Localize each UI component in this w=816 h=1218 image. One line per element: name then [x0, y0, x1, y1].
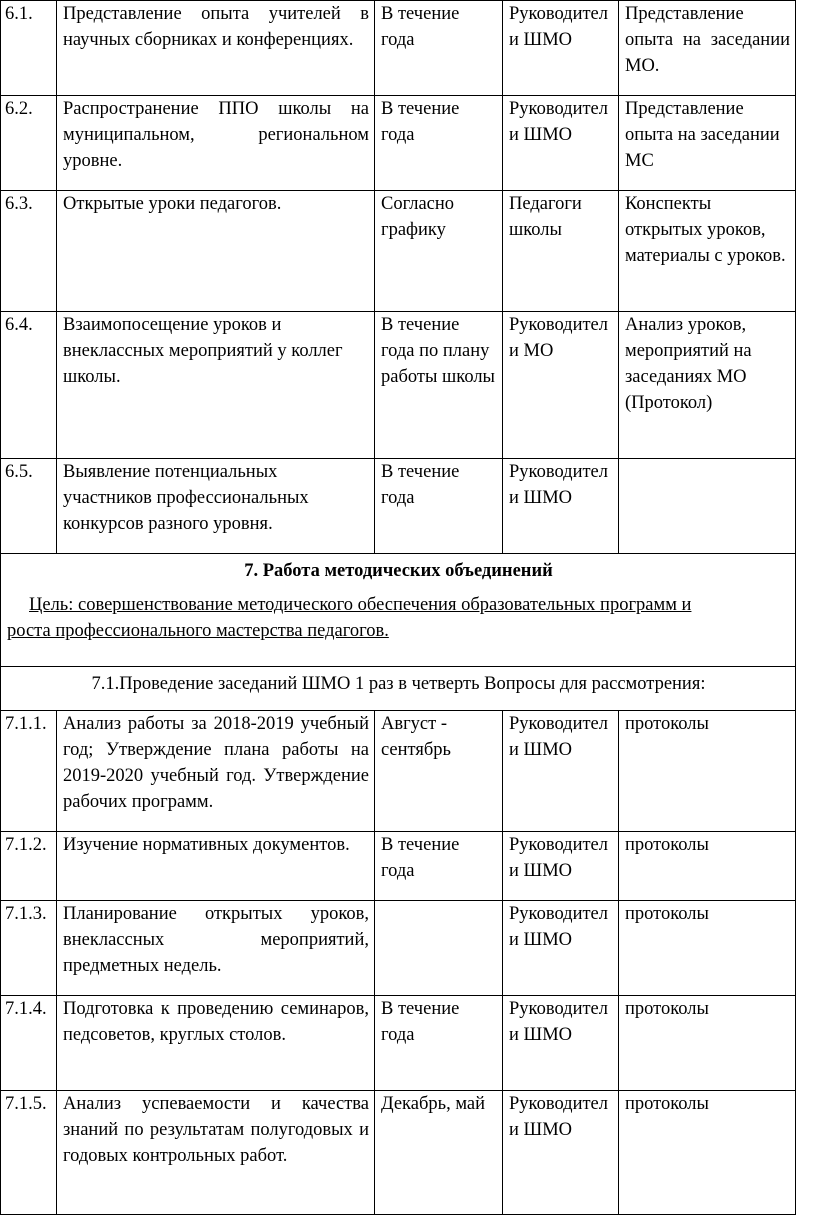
subsection-row: [1, 667, 796, 711]
section-header-row: [1, 554, 796, 667]
activity-result: протоколы: [619, 901, 796, 996]
section-goal: [7, 592, 790, 644]
activity-result: протоколы: [619, 1091, 796, 1215]
activity-result: протоколы: [619, 832, 796, 901]
activity-text: Открытые уроки педагогов.: [57, 191, 375, 312]
row-number: 7.1.3.: [1, 901, 57, 996]
table-row: [1, 1091, 796, 1215]
row-number: 6.3.: [1, 191, 57, 312]
activity-time: [375, 901, 503, 996]
table-row: [1, 96, 796, 191]
activity-text: Выявление потенциальных участников профессиональных конкурсов разного уровня.: [57, 459, 375, 554]
row-number: 7.1.2.: [1, 832, 57, 901]
activity-responsible: Руководители ШМО: [503, 901, 619, 996]
activity-time: Август - сентябрь: [375, 711, 503, 832]
activity-result: [619, 459, 796, 554]
activity-result: протоколы: [619, 711, 796, 832]
activity-time: В течение года: [375, 96, 503, 191]
activity-time: В течение года: [375, 1, 503, 96]
activity-responsible: Руководители ШМО: [503, 832, 619, 901]
section-header-cell: [1, 554, 796, 667]
activity-text: Взаимопосещение уроков и внеклассных мероприятий у коллег школы.: [57, 312, 375, 459]
activity-time: Согласно графику: [375, 191, 503, 312]
activity-responsible: Педагоги школы: [503, 191, 619, 312]
activity-time: В течение года: [375, 459, 503, 554]
table-row: [1, 832, 796, 901]
activity-responsible: Руководители МО: [503, 312, 619, 459]
goal-line-1: Цель: совершенствование методического обеспечения образовательных программ и: [29, 595, 692, 615]
activity-responsible: Руководители ШМО: [503, 711, 619, 832]
activity-text: Анализ успеваемости и качества знаний по результатам полугодовых и годовых контрольных работ.: [57, 1091, 375, 1215]
row-number: 6.2.: [1, 96, 57, 191]
table-row: [1, 191, 796, 312]
activity-time: В течение года: [375, 832, 503, 901]
activity-result: Представление опыта на заседании МО.: [619, 1, 796, 96]
activity-time: В течение года по плану работы школы: [375, 312, 503, 459]
subsection-title: 7.1.Проведение заседаний ШМО 1 раз в четверть Вопросы для рассмотрения:: [1, 667, 796, 711]
row-number: 6.1.: [1, 1, 57, 96]
section-title: 7. Работа методических объединений: [244, 561, 553, 581]
activity-text: Подготовка к проведению семинаров, педсоветов, круглых столов.: [57, 996, 375, 1091]
goal-line-2: роста профессионального мастерства педагогов.: [7, 621, 389, 641]
activity-responsible: Руководители ШМО: [503, 996, 619, 1091]
row-number: 7.1.1.: [1, 711, 57, 832]
activity-responsible: Руководители ШМО: [503, 1, 619, 96]
activity-text: Представление опыта учителей в научных сборниках и конференциях.: [57, 1, 375, 96]
activity-text: Анализ работы за 2018-2019 учебный год; Утверждение плана работы на 2019-2020 учебный год. Утверждение рабочих программ.: [57, 711, 375, 832]
activity-result: Анализ уроков, мероприятий на заседаниях МО (Протокол): [619, 312, 796, 459]
activity-text: Изучение нормативных документов.: [57, 832, 375, 901]
activity-time: Декабрь, май: [375, 1091, 503, 1215]
table-row: [1, 996, 796, 1091]
table-row: [1, 711, 796, 832]
table-row: [1, 901, 796, 996]
table-row: [1, 1, 796, 96]
row-number: 6.5.: [1, 459, 57, 554]
activity-result: протоколы: [619, 996, 796, 1091]
row-number: 6.4.: [1, 312, 57, 459]
activity-text: Распространение ППО школы на муниципальном, региональном уровне.: [57, 96, 375, 191]
table-row: [1, 312, 796, 459]
activity-responsible: Руководители ШМО: [503, 96, 619, 191]
table-row: [1, 459, 796, 554]
row-number: 7.1.4.: [1, 996, 57, 1091]
activity-result: Конспекты открытых уроков, материалы с уроков.: [619, 191, 796, 312]
activity-responsible: Руководители ШМО: [503, 1091, 619, 1215]
activity-responsible: Руководители ШМО: [503, 459, 619, 554]
activity-text: Планирование открытых уроков, внеклассных мероприятий, предметных недель.: [57, 901, 375, 996]
row-number: 7.1.5.: [1, 1091, 57, 1215]
activity-time: В течение года: [375, 996, 503, 1091]
activity-result: Представление опыта на заседании МС: [619, 96, 796, 191]
